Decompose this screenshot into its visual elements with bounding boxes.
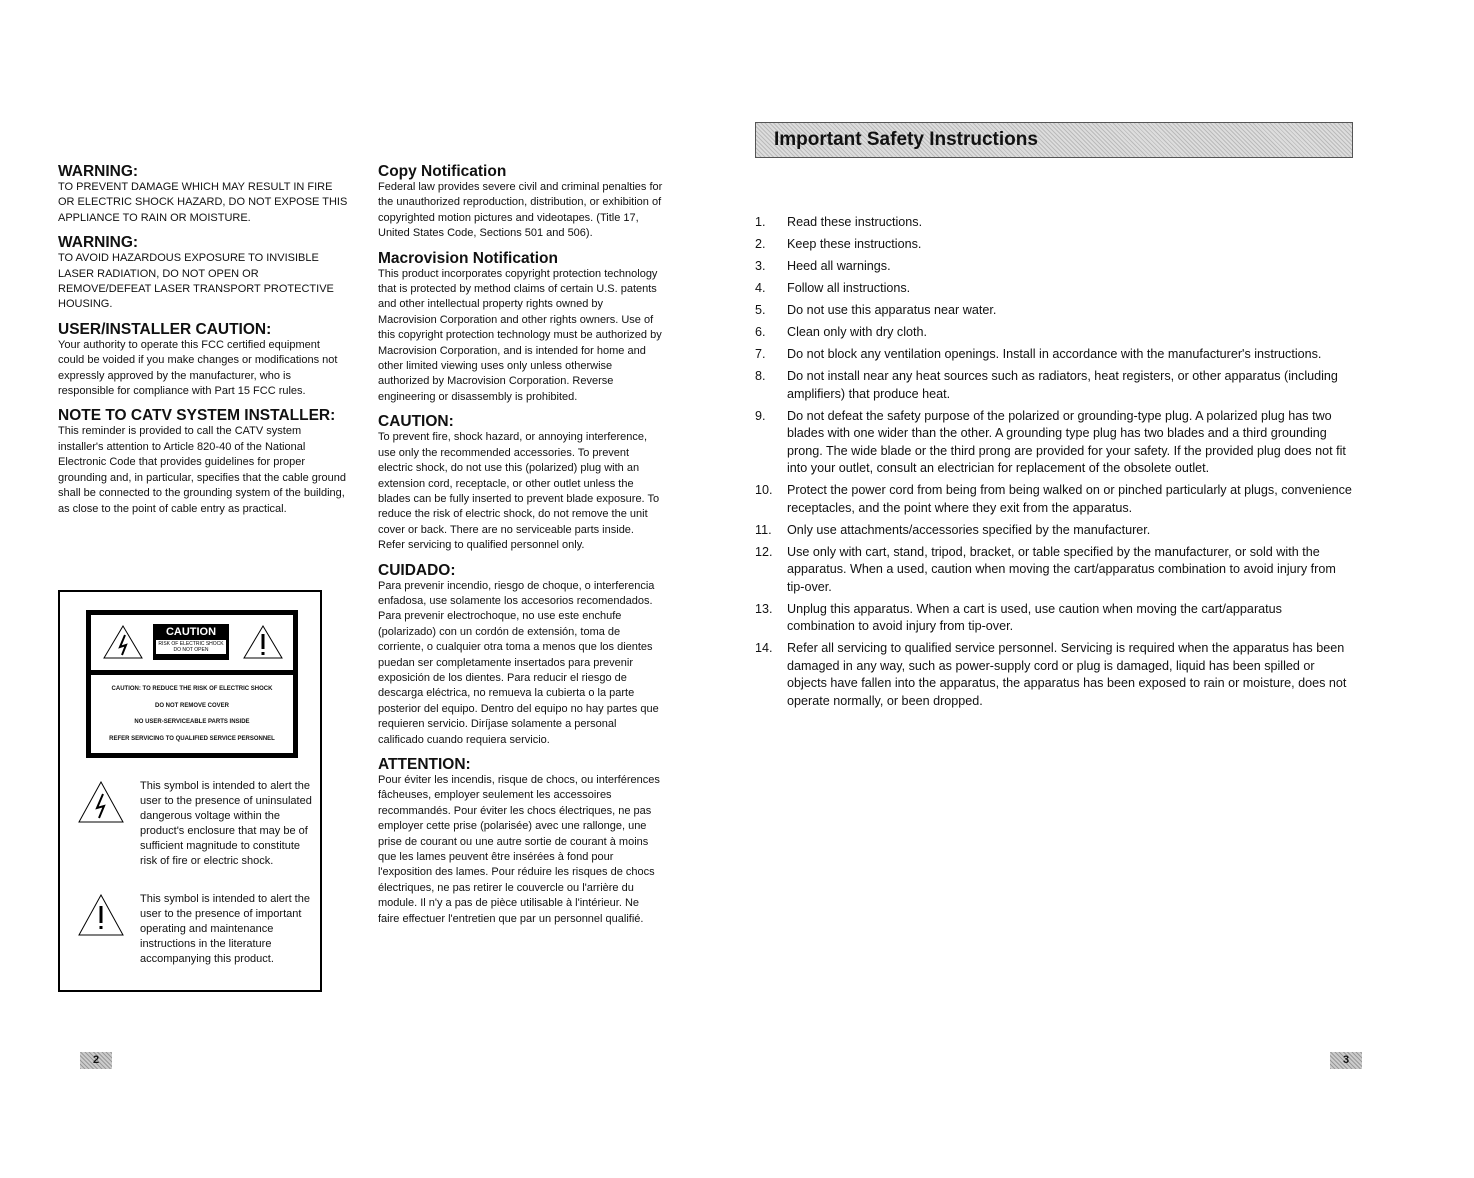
item-text: Heed all warnings. <box>787 259 891 273</box>
section-body: Pour éviter les incendis, risque de chocs, ou interférences fâcheuses, employer seulement les accessoires recommandés. Pour éviter les chocs électriques, ne pas employer cette prise (polarisée) avec une rallonge, une prise de courant ou une autre sortie de courant à moins que les lames peuvent être insérées à fond pour l'exposition des lames. Pour réduire les risques de chocs électriques, ne pas retirer le couvercle ou l'arrière du module. Il n'y a pas de pièce utilisable à l'intérieur. Ne faire effectuer l'entretien que par un personnel qualifié. <box>378 774 660 925</box>
page-number-right: 3 <box>1330 1052 1362 1069</box>
instruction-item <box>755 346 1353 364</box>
left-column <box>58 163 348 517</box>
instruction-item <box>755 302 1353 320</box>
item-text: Follow all instructions. <box>787 281 911 295</box>
section-title: ATTENTION: <box>378 756 471 773</box>
item-number: 10. <box>755 483 773 497</box>
instruction-item <box>755 214 1353 232</box>
section-body: TO PREVENT DAMAGE WHICH MAY RESULT IN FIRE OR ELECTRIC SHOCK HAZARD, DO NOT EXPOSE THIS APPLIANCE TO RAIN OR MOISTURE. <box>58 181 348 224</box>
item-number: 11. <box>755 522 772 537</box>
label-line: REFER SERVICING TO QUALIFIED SERVICE PERSONNEL <box>109 735 275 742</box>
instruction-item <box>755 522 1353 540</box>
caution-plate <box>153 624 229 660</box>
section-title: NOTE TO CATV SYSTEM INSTALLER: <box>58 407 336 425</box>
exclamation-warning-icon <box>243 625 283 659</box>
symbol-description: This symbol is intended to alert the user to the presence of uninsulated dangerous voltage within the product's enclosure that may be of sufficient magnitude to constitute risk of fire or electric shock. <box>140 780 312 867</box>
section-body: Para prevenir incendio, riesgo de choque, o interferencia enfadosa, use solamente los accesorios recomendados. Para prevenir electrochoque, no use este enchufe (polarizado) con un cordón de extensión, toma de corriente, o cualquier otra toma a menos que los dientes puedan ser completamente insertados para prevenir exposición de los dientes. Para reducir el riesgo de descarga eléctrica, no remueva la cubierta o la parte posterior del equipo. Dentro del equipo no hay partes que requieren servicio. Diríjase solamente a personal calificado cuando requiera servicio. <box>378 579 659 746</box>
item-number: 4. <box>755 281 766 295</box>
instruction-item <box>755 544 1353 597</box>
item-text: Keep these instructions. <box>787 237 922 251</box>
item-text: Do not defeat the safety purpose of the polarized or grounding-type plug. A polarized plug has two blades with one wider than the other. A grounding type plug has two blades and a third grounding prong. The wide blade or the third prong are provided for your safety. If the provided plug does not fit into your outlet, consult an electrician for replacement of the obsolete outlet. <box>787 408 1346 475</box>
symbol-description: This symbol is intended to alert the user to the presence of important operating and maintenance instructions in the literature accompanying this product. <box>140 893 310 965</box>
section-body: Your authority to operate this FCC certified equipment could be voided if you make changes or modifications not expressly approved by the manufacturer, who is responsible for compliance with Part 15 FCC rules. <box>58 338 338 398</box>
instruction-item <box>755 482 1353 517</box>
section-body: This reminder is provided to call the CATV system installer's attention to Article 820-40 of the National Electronic Code that provides guidelines for proper grounding and, in particular, specifies that the cable ground shall be connected to the grounding system of the building, as close to the point of cable entry as practical. <box>58 425 347 515</box>
label-line: CAUTION: TO REDUCE THE RISK OF ELECTRIC SHOCK <box>111 686 273 692</box>
exclamation-warning-icon <box>78 894 124 936</box>
right-column <box>755 122 1353 715</box>
instruction-item <box>755 368 1353 403</box>
item-text: Protect the power cord from being from being walked on or pinched particularly at plugs, convenience receptacles, and the point where they exit from the apparatus. <box>787 483 1352 515</box>
caution-label <box>86 610 298 758</box>
safety-instructions-header: Important Safety Instructions <box>755 122 1353 158</box>
item-text: Use only with cart, stand, tripod, bracket, or table specified by the manufacturer, or sold with the apparatus. When a used, caution when moving the cart/apparatus combination to avoid injury from tip-over. <box>787 544 1336 594</box>
item-number: 13. <box>755 601 773 616</box>
instruction-item <box>755 408 1353 478</box>
page-number-left: 2 <box>80 1052 112 1069</box>
item-number: 1. <box>755 215 766 229</box>
caution-plate-title: CAUTION <box>165 626 217 638</box>
item-text: Only use attachments/accessories specified by the manufacturer. <box>787 522 1151 537</box>
caution-plate-risk: RISK OF ELECTRIC SHOCK DO NOT OPEN <box>156 640 226 654</box>
item-number: 9. <box>755 408 766 423</box>
item-number: 7. <box>755 347 766 361</box>
item-text: Do not install near any heat sources such as radiators, heat registers, or other apparatus (including amplifiers) that produce heat. <box>787 369 1338 401</box>
label-line: NO USER-SERVICEABLE PARTS INSIDE <box>134 719 250 725</box>
item-text: Clean only with dry cloth. <box>787 325 927 339</box>
instructions-symbol-note <box>78 892 318 967</box>
instruction-item <box>755 601 1353 636</box>
section-title: Macrovision Notification <box>378 249 558 267</box>
section-title: Copy Notification <box>378 163 507 180</box>
item-number: 5. <box>755 303 766 317</box>
section-title: WARNING: <box>58 234 139 252</box>
item-number: 8. <box>755 369 766 383</box>
section-title: WARNING: <box>58 163 139 180</box>
instruction-item <box>755 324 1353 342</box>
section-body: Federal law provides severe civil and criminal penalties for the unauthorized reproduction, distribution, or exhibition of copyrighted motion pictures and videotapes. (Title 17, United States Code, Sections 501 and 506). <box>378 181 663 240</box>
item-number: 12. <box>755 544 773 559</box>
safety-symbols-box <box>58 590 322 992</box>
instruction-item <box>755 280 1353 298</box>
middle-column <box>378 163 663 927</box>
section-title: CUIDADO: <box>378 561 456 579</box>
instructions-list <box>755 214 1353 710</box>
lightning-warning-icon <box>78 781 124 823</box>
voltage-symbol-note <box>78 779 318 869</box>
item-number: 2. <box>755 237 766 251</box>
item-number: 14. <box>755 641 773 655</box>
item-text: Refer all servicing to qualified service personnel. Servicing is required when the apparatus has been damaged in any way, such as power-supply cord or plug is damaged, liquid has been spilled or objects have fallen into the apparatus, the apparatus has been exposed to rain or moisture, does not operate normally, or been dropped. <box>787 641 1347 708</box>
lightning-warning-icon <box>103 625 143 659</box>
section-title: USER/INSTALLER CAUTION: <box>58 320 272 338</box>
instruction-item <box>755 258 1353 276</box>
section-body: This product incorporates copyright protection technology that is protected by method claims of certain U.S. patents and other intellectual property rights owned by Macrovision Corporation and other rights owners. Use of this copyright protection technology must be authorized by Macrovision Corporation, and is intended for home and other limited viewing uses only unless otherwise authorized by Macrovision Corporation. Reverse engineering or disassembly is prohibited. <box>378 267 662 403</box>
label-line: DO NOT REMOVE COVER <box>154 702 229 709</box>
item-text: Do not use this apparatus near water. <box>787 303 997 317</box>
section-body: TO AVOID HAZARDOUS EXPOSURE TO INVISIBLE LASER RADIATION, DO NOT OPEN OR REMOVE/DEFEAT LASER TRANSPORT PROTECTIVE HOUSING. <box>58 252 334 311</box>
item-number: 6. <box>755 325 766 339</box>
instruction-item <box>755 640 1353 710</box>
item-text: Unplug this apparatus. When a cart is used, use caution when moving the cart/apparatus combination to avoid injury from tip-over. <box>787 601 1282 633</box>
item-text: Read these instructions. <box>787 215 923 229</box>
instruction-item <box>755 236 1353 254</box>
item-text: Do not block any ventilation openings. Install in accordance with the manufacturer's instructions. <box>787 347 1322 361</box>
item-number: 3. <box>755 259 766 273</box>
section-title: CAUTION: <box>378 413 454 431</box>
section-body: To prevent fire, shock hazard, or annoying interference, use only the recommended accessories. To prevent electric shock, do not use this (polarized) plug with an extension cord, receptacle, or other outlet unless the blades can be fully inserted to prevent blade exposure. To reduce the risk of electric shock, do not remove the unit cover or back. There are no serviceable parts inside. Refer servicing to qualified personnel only. <box>378 431 660 552</box>
